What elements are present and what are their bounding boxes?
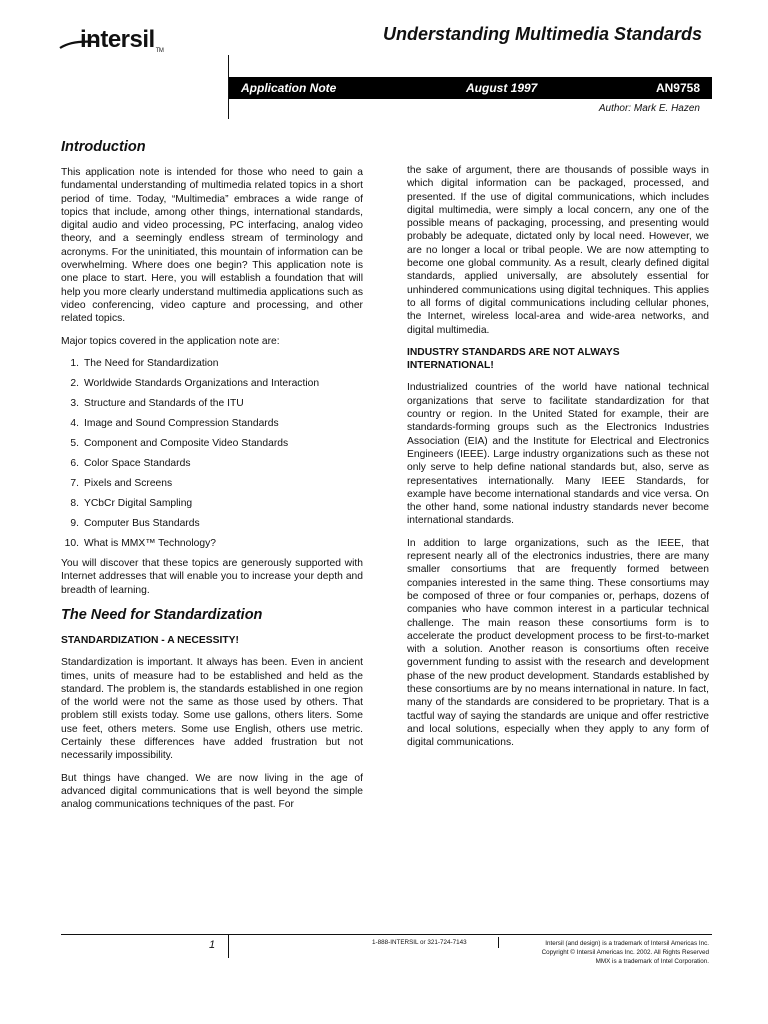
list-item: 6. Color Space Standards: [70, 457, 191, 469]
banner-date: August 1997: [466, 81, 538, 95]
list-item: 2. Worldwide Standards Organizations and Interaction: [70, 377, 320, 389]
document-title: Understanding Multimedia Standards: [382, 24, 702, 44]
list-item: 10. What is MMX™ Technology?: [64, 537, 217, 549]
list-item: 3. Structure and Standards of the ITU: [70, 397, 244, 409]
need-paragraph-1: Standardization is important. It always has been. Even in ancient times, units of measure had to be established and held as the standard. The problem is, the standards established in one region of the world were not the same as those used by others. That problem still exists today. Some use gallons, others liters. Some use feet, others meters. Some use English, others use metric. Certainly these differences have added frustration but not necessarily impossibility.: [61, 657, 363, 762]
banner-doc-type: Application Note: [241, 81, 337, 95]
list-item: 5. Component and Composite Video Standards: [70, 437, 289, 449]
trademark-line-1: Intersil (and design) is a trademark of Intersil Americas Inc.: [545, 940, 709, 947]
footer-separator: [498, 937, 499, 948]
right-paragraph-3: In addition to large organizations, such as the IEEE, that represent nearly all of the electronics industries, there are many smaller consortiums that are frequently formed between companies interested in the same thing. These consortiums may be composed of three or four companies or, perhaps, dozens of companies who have common interest in a particular technical challenge. The main reason these consortiums form is to accelerate the product development process to be first-to-market with a solution. Another reason is consortiums often receive government funding to assist with the research and development phase of the new product development. Standards established by these consortiums are by no means international in nature. In fact, many of the standards are considered to be proprietary. That is a tactful way of saying the standards are unique and offer restrictive and local solutions, especially when they apply to any form of digital communications.: [407, 537, 709, 749]
necessity-subheading: STANDARDIZATION - A NECESSITY!: [61, 634, 239, 646]
footer-rule: [61, 934, 712, 935]
need-paragraph-2: But things have changed. We are now living in the age of advanced digital communications that is well beyond the simple analog communications techniques of the past. For: [61, 772, 363, 811]
intro-paragraph-1: This application note is intended for those who need to gain a fundamental understanding of multimedia related topics in a short period of time. Today, “Multimedia” embraces a wide range of topics that include, among other things, international standards, digital audio and video processing, PC interfacing, analog video theory, and a seemingly endless stream of terminology and acronyms. For the uninitiated, this mountain of information can be overwhelming. Where does one begin? This application note is one place to start. Here, you will establish a foundation that will help you more clearly understand multimedia applications such as video conferencing, video capture and processing, and other related topics.: [61, 167, 363, 325]
need-for-standardization-heading: The Need for Standardization: [61, 606, 263, 623]
right-paragraph-1: the sake of argument, there are thousands of possible ways in which digital information can be packaged, processed, and presented. If the use of digital communications, which includes digital multimedia, were simply a local concern, any one of the possible means of packaging, processing, and presenting would probably be adequate, dictated only by local need. However, we are no longer a local or tribal people. We are now attempting to become one global community. As a result, clearly defined digital standards, applied universally, are absolutely essential for unhindered communications using digital techniques. This applies to all forms of digital communications including cellular phones, the Internet, wireless local-area and wide-area networks, and digital multimedia.: [407, 165, 709, 336]
industry-subheading: INDUSTRY STANDARDS ARE NOT ALWAYS INTERNATIONAL!: [407, 346, 620, 372]
list-item: 8. YCbCr Digital Sampling: [70, 497, 193, 509]
intro-paragraph-2: Major topics covered in the application note are:: [61, 335, 280, 347]
footer-phone: 1-888-INTERSIL or 321-724-7143: [372, 939, 467, 946]
header-banner: [229, 77, 712, 99]
footer-trademarks: [542, 939, 709, 966]
right-column: [407, 164, 709, 758]
topics-list: [61, 357, 363, 550]
intro-paragraph-3: You will discover that these topics are generously supported with Internet addresses that will enable you to increase your depth and breadth of learning.: [61, 558, 363, 596]
banner-doc-number: AN9758: [655, 81, 700, 95]
logo-trademark: TM: [155, 48, 164, 54]
list-item: 9. Computer Bus Standards: [70, 517, 200, 529]
left-column: [61, 138, 363, 820]
author-line: Author: Mark E. Hazen: [598, 103, 700, 114]
trademark-line-2: Copyright © Intersil Americas Inc. 2002. All Rights Reserved: [541, 949, 709, 956]
page-number: 1: [209, 939, 216, 951]
right-paragraph-2: Industrialized countries of the world have national technical organizations that serve to facilitate standardization for that country or region. In the United Stated for example, their are standards-forming groups such as the Electronics Industries Association (EIA) and the Institute for Electrical and Electronics Engineers (IEEE). Large industry organizations such as these not only serve to help define national standards but, also, serve as representatives internationally. Many IEEE Standards, for example have become international standards and vice versa. On the other hand, some national industry standards never become international standards.: [407, 382, 709, 527]
list-item: 7. Pixels and Screens: [70, 477, 173, 489]
company-logo: [80, 26, 163, 54]
list-item: 4. Image and Sound Compression Standards: [70, 417, 279, 429]
logo-text: intersil: [80, 26, 155, 53]
footer-divider: [228, 934, 229, 958]
introduction-heading: Introduction: [61, 139, 146, 155]
trademark-line-3: MMX is a trademark of Intel Corporation.: [595, 958, 709, 965]
list-item: 1. The Need for Standardization: [70, 357, 219, 369]
